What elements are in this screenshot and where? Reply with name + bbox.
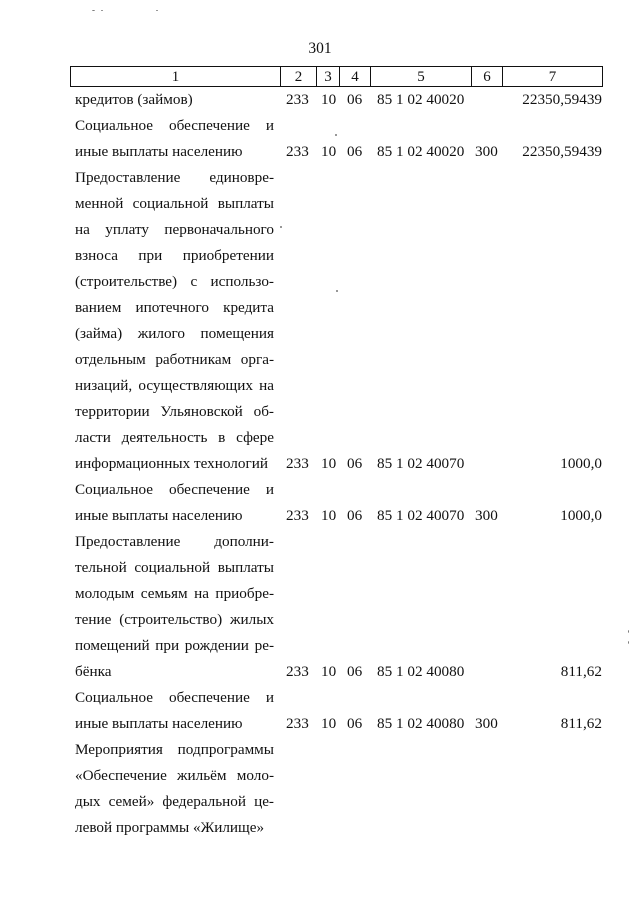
row-description: тельной социальной выплаты (75, 559, 274, 576)
row-code-c4: 06 (347, 507, 363, 524)
row-code-c7: 811,62 (560, 715, 602, 732)
table-row-line (0, 581, 640, 607)
row-code-c6: 300 (475, 143, 498, 160)
scan-speck (336, 290, 338, 292)
row-description: на уплату первоначального (75, 221, 274, 238)
row-description: Социальное обеспечение и (75, 481, 274, 498)
row-code-c2: 233 (286, 455, 309, 472)
scan-speck (101, 10, 103, 11)
scan-speck (628, 630, 629, 633)
row-description: «Обеспечение жильём моло- (75, 767, 274, 784)
table-row-line (0, 425, 640, 451)
table-row-line (0, 789, 640, 815)
row-code-c5: 85 1 02 40080 (377, 715, 465, 732)
header-col-4: 4 (340, 67, 371, 87)
row-description: бёнка (75, 663, 112, 680)
row-description: (займа) жилого помещения (75, 325, 274, 342)
row-code-c7: 22350,59439 (522, 143, 602, 160)
table-row-line (0, 477, 640, 503)
table-row-line (0, 243, 640, 269)
row-code-c2: 233 (286, 91, 309, 108)
row-description: Социальное обеспечение и (75, 117, 274, 134)
row-description: Мероприятия подпрограммы (75, 741, 274, 758)
header-col-5: 5 (371, 67, 472, 87)
scan-speck (335, 134, 337, 136)
row-description: территории Ульяновской об- (75, 403, 274, 420)
table-row-line (0, 711, 640, 737)
table-header (70, 66, 603, 87)
row-code-c7: 1000,0 (560, 455, 602, 472)
row-description: (строительстве) с использо- (75, 273, 274, 290)
row-code-c2: 233 (286, 715, 309, 732)
row-code-c5: 85 1 02 40080 (377, 663, 465, 680)
table-row-line (0, 633, 640, 659)
scan-speck (628, 641, 629, 644)
row-code-c3: 10 (321, 507, 337, 524)
table-row-line (0, 399, 640, 425)
row-description: дых семей» федеральной це- (75, 793, 274, 810)
row-description: отдельным работникам орга- (75, 351, 274, 368)
row-code-c4: 06 (347, 663, 363, 680)
row-code-c5: 85 1 02 40070 (377, 455, 465, 472)
row-code-c3: 10 (321, 663, 337, 680)
table-row-line (0, 347, 640, 373)
scan-speck (156, 10, 158, 11)
scan-speck (280, 226, 282, 228)
row-description: менной социальной выплаты (75, 195, 274, 212)
budget-table-body (0, 87, 640, 841)
table-row-line (0, 269, 640, 295)
header-col-3: 3 (317, 67, 340, 87)
row-description: Предоставление единовре- (75, 169, 274, 186)
row-code-c2: 233 (286, 663, 309, 680)
row-code-c3: 10 (321, 143, 337, 160)
row-code-c4: 06 (347, 143, 363, 160)
row-description: низаций, осуществляющих на (75, 377, 274, 394)
row-description: кредитов (займов) (75, 91, 193, 108)
header-col-1: 1 (71, 67, 281, 87)
row-description: ласти деятельность в сфере (75, 429, 274, 446)
row-description: тение (строительство) жилых (75, 611, 274, 628)
table-row-line (0, 555, 640, 581)
table-row-line (0, 191, 640, 217)
table-row-line (0, 139, 640, 165)
table-row-line (0, 87, 640, 113)
row-code-c3: 10 (321, 455, 337, 472)
row-description: ванием ипотечного кредита (75, 299, 274, 316)
row-code-c4: 06 (347, 91, 363, 108)
row-code-c6: 300 (475, 507, 498, 524)
row-code-c7: 1000,0 (560, 507, 602, 524)
row-code-c7: 22350,59439 (522, 91, 602, 108)
row-description: Предоставление дополни- (75, 533, 274, 550)
row-code-c5: 85 1 02 40020 (377, 91, 465, 108)
row-description: иные выплаты населению (75, 143, 243, 160)
row-code-c3: 10 (321, 715, 337, 732)
row-description: иные выплаты населению (75, 715, 243, 732)
table-row-line (0, 451, 640, 477)
row-description: иные выплаты населению (75, 507, 243, 524)
row-code-c3: 10 (321, 91, 337, 108)
row-code-c7: 811,62 (560, 663, 602, 680)
row-code-c4: 06 (347, 455, 363, 472)
row-description: информационных технологий (75, 455, 268, 472)
row-code-c2: 233 (286, 507, 309, 524)
table-row-line (0, 815, 640, 841)
table-row-line (0, 113, 640, 139)
table-row-line (0, 321, 640, 347)
row-description: взноса при приобретении (75, 247, 274, 264)
row-description: молодым семьям на приобре- (75, 585, 274, 602)
header-col-6: 6 (472, 67, 503, 87)
table-row-line (0, 165, 640, 191)
table-row-line (0, 607, 640, 633)
header-col-2: 2 (281, 67, 317, 87)
scan-speck (92, 10, 95, 11)
header-col-7: 7 (503, 67, 603, 87)
row-code-c5: 85 1 02 40070 (377, 507, 465, 524)
table-row-line (0, 659, 640, 685)
row-description: помещений при рождении ре- (75, 637, 274, 654)
table-row-line (0, 217, 640, 243)
page-number: 301 (308, 40, 332, 57)
row-code-c6: 300 (475, 715, 498, 732)
row-description: Социальное обеспечение и (75, 689, 274, 706)
table-row-line (0, 295, 640, 321)
table-row-line (0, 763, 640, 789)
table-row-line (0, 737, 640, 763)
table-row-line (0, 685, 640, 711)
table-row-line (0, 373, 640, 399)
table-row-line (0, 529, 640, 555)
row-description: левой программы «Жилище» (75, 819, 265, 836)
table-row-line (0, 503, 640, 529)
row-code-c5: 85 1 02 40020 (377, 143, 465, 160)
row-code-c4: 06 (347, 715, 363, 732)
row-code-c2: 233 (286, 143, 309, 160)
